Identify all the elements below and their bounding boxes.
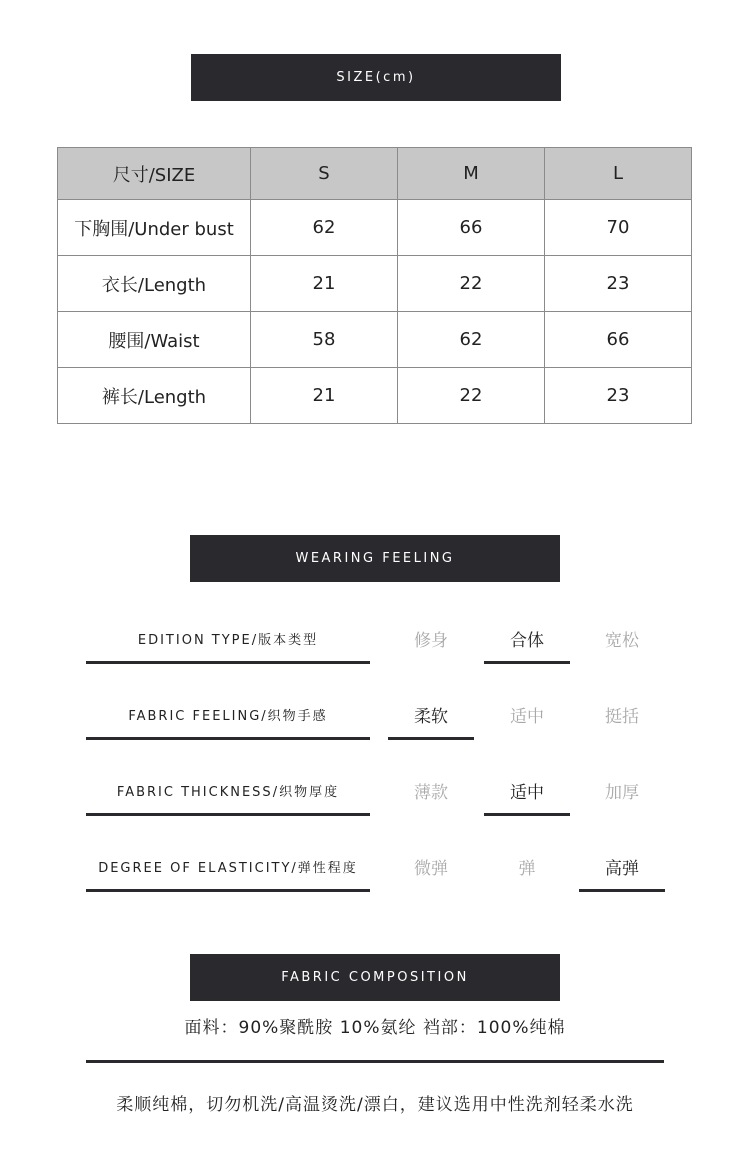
cell-value: 23 xyxy=(545,256,692,312)
feel-option: 薄款 xyxy=(414,782,448,803)
size-section-banner xyxy=(191,54,561,101)
size-table-header-row xyxy=(58,148,692,200)
feel-label: FABRIC THICKNESS/织物厚度 xyxy=(86,767,370,816)
care-instructions: 柔顺纯棉，切勿机洗/高温烫洗/漂白，建议选用中性洗剂轻柔水洗 xyxy=(116,1095,634,1115)
composition-section-title: FABRIC COMPOSITION xyxy=(281,970,469,985)
feel-label: EDITION TYPE/版本类型 xyxy=(86,615,370,664)
header-cell-m: M xyxy=(398,148,545,200)
table-row xyxy=(58,312,692,368)
wearing-section-title: WEARING FEELING xyxy=(295,551,455,566)
feel-option: 合体 xyxy=(484,615,570,664)
cell-value: 62 xyxy=(398,312,545,368)
cell-value: 66 xyxy=(545,312,692,368)
cell-value: 22 xyxy=(398,256,545,312)
header-cell-size: 尺寸/SIZE xyxy=(58,148,251,200)
divider xyxy=(86,1060,664,1063)
feel-option: 适中 xyxy=(510,706,544,727)
feel-label: DEGREE OF ELASTICITY/弹性程度 xyxy=(86,843,370,892)
cell-value: 23 xyxy=(545,368,692,424)
cell-value: 21 xyxy=(251,368,398,424)
composition-section-banner xyxy=(190,954,560,1001)
fabric-composition-text: 面料：90%聚酰胺 10%氨纶 裆部：100%纯棉 xyxy=(184,1018,566,1038)
feel-label: FABRIC FEELING/织物手感 xyxy=(86,691,370,740)
cell-value: 21 xyxy=(251,256,398,312)
table-row xyxy=(58,200,692,256)
row-label: 裤长/Length xyxy=(58,368,251,424)
feel-option: 修身 xyxy=(414,630,448,651)
feel-option: 挺括 xyxy=(605,706,639,727)
header-cell-s: S xyxy=(251,148,398,200)
feel-option: 柔软 xyxy=(388,691,474,740)
feel-row-edition-type xyxy=(0,615,750,665)
feel-row-fabric-thickness xyxy=(0,767,750,817)
size-table xyxy=(57,147,692,424)
cell-value: 58 xyxy=(251,312,398,368)
cell-value: 62 xyxy=(251,200,398,256)
table-row xyxy=(58,368,692,424)
feel-row-elasticity xyxy=(0,843,750,893)
cell-value: 66 xyxy=(398,200,545,256)
cell-value: 22 xyxy=(398,368,545,424)
size-section-title: SIZE(cm) xyxy=(336,70,416,85)
header-cell-l: L xyxy=(545,148,692,200)
feel-option: 弹 xyxy=(518,858,536,879)
table-row xyxy=(58,256,692,312)
cell-value: 70 xyxy=(545,200,692,256)
feel-row-fabric-feeling xyxy=(0,691,750,741)
feel-option: 加厚 xyxy=(605,782,639,803)
feel-option: 宽松 xyxy=(605,630,639,651)
feel-option: 微弹 xyxy=(414,858,448,879)
row-label: 下胸围/Under bust xyxy=(58,200,251,256)
row-label: 腰围/Waist xyxy=(58,312,251,368)
row-label: 衣长/Length xyxy=(58,256,251,312)
feel-option: 适中 xyxy=(484,767,570,816)
feel-option: 高弹 xyxy=(579,843,665,892)
wearing-section-banner xyxy=(190,535,560,582)
